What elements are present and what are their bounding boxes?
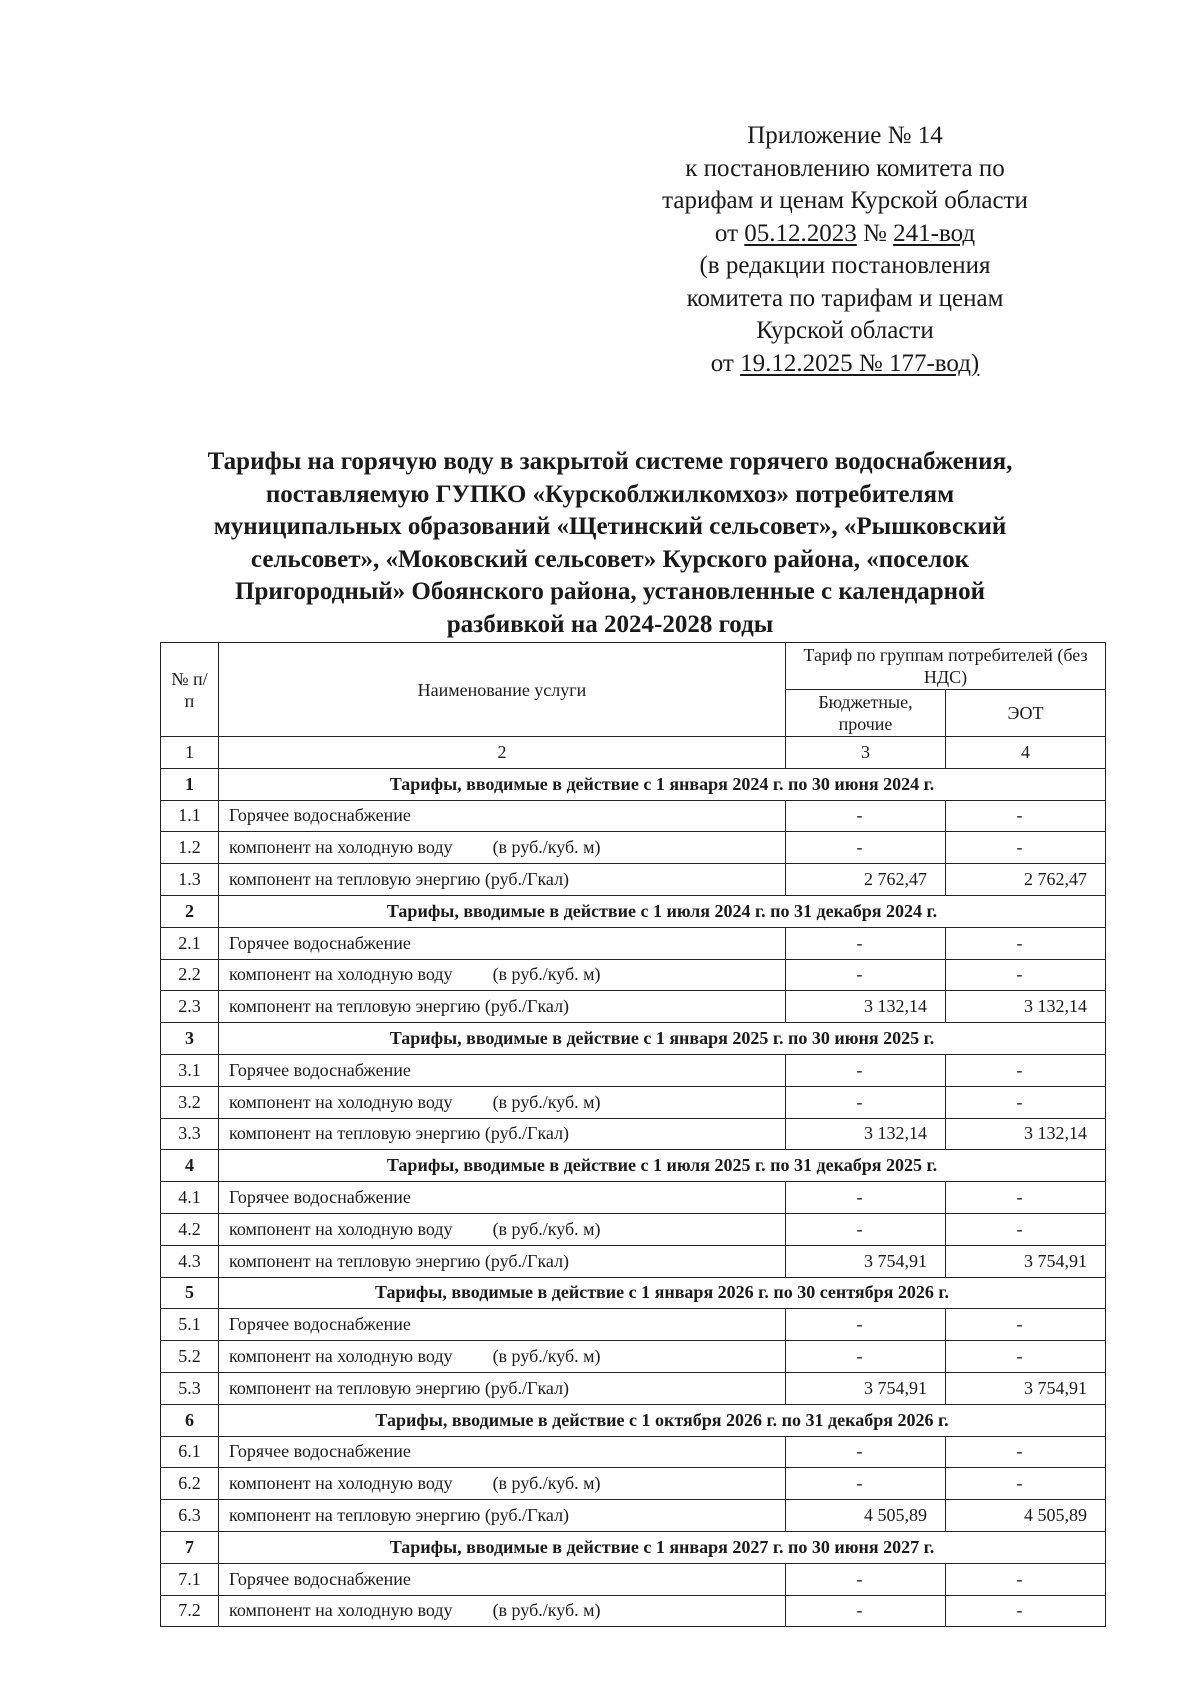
row-number: 2.2 <box>161 959 219 991</box>
period-row <box>161 1277 1106 1309</box>
service-label: Горячее водоснабжение <box>229 1059 411 1080</box>
tariff-budget-value: - <box>786 1595 946 1627</box>
service-label: компонент на холодную воду <box>229 964 453 985</box>
service-label: компонент на холодную воду <box>229 1091 453 1112</box>
tariff-eot-value: 3 754,91 <box>946 1372 1106 1404</box>
service-name <box>219 1213 786 1245</box>
row-number: 6.1 <box>161 1436 219 1468</box>
appendix-line: комитета по тарифам и ценам <box>686 284 1004 312</box>
service-name <box>219 1436 786 1468</box>
period-title: Тарифы, вводимые в действие с 1 января 2027 г. по 30 июня 2027 г. <box>219 1531 1106 1563</box>
tariff-eot-value: 3 132,14 <box>946 991 1106 1023</box>
title-line: муниципальных образований «Щетинский сельсовет», «Рышковский <box>213 513 1007 540</box>
row-number: 1.1 <box>161 800 219 832</box>
service-label: компонент на холодную воду <box>229 837 453 858</box>
row-number: 4.3 <box>161 1245 219 1277</box>
service-label: Горячее водоснабжение <box>229 932 411 953</box>
row-number: 3.2 <box>161 1086 219 1118</box>
appendix-line: Курской области <box>756 317 934 344</box>
tariff-eot-value: - <box>946 800 1106 832</box>
service-label: Горячее водоснабжение <box>229 1187 411 1208</box>
tariff-eot-value: 2 762,47 <box>946 864 1106 896</box>
tariff-budget-value: - <box>786 832 946 864</box>
table-row <box>161 1468 1106 1500</box>
row-number: 1.2 <box>161 832 219 864</box>
unit-label: (в руб./куб. м) <box>492 1600 601 1621</box>
tariff-budget-value: 3 754,91 <box>786 1245 946 1277</box>
header-service-name: Наименование услуги <box>219 643 786 737</box>
period-number: 4 <box>161 1150 219 1182</box>
tariff-eot-value: - <box>946 927 1106 959</box>
row-number: 5.1 <box>161 1309 219 1341</box>
row-number: 1.3 <box>161 864 219 896</box>
period-title: Тарифы, вводимые в действие с 1 июля 2024 г. по 31 декабря 2024 г. <box>219 895 1106 927</box>
tariff-budget-value: - <box>786 1468 946 1500</box>
service-name <box>219 1086 786 1118</box>
row-number: 7.1 <box>161 1563 219 1595</box>
service-name <box>219 959 786 991</box>
tariff-budget-value: - <box>786 800 946 832</box>
row-number: 3.1 <box>161 1054 219 1086</box>
tariff-eot-value: - <box>946 832 1106 864</box>
service-name <box>219 864 786 896</box>
unit-label: (в руб./куб. м) <box>492 837 601 858</box>
period-number: 6 <box>161 1404 219 1436</box>
unit-label: (в руб./куб. м) <box>492 1346 601 1367</box>
table-row <box>161 1563 1106 1595</box>
decree-number: 241-вод <box>893 219 976 247</box>
tariff-budget-value: - <box>786 1563 946 1595</box>
title-line: поставляемую ГУПКО «Курскоблжилкомхоз» потребителям <box>265 480 955 508</box>
period-title: Тарифы, вводимые в действие с 1 января 2024 г. по 30 июня 2024 г. <box>219 768 1106 800</box>
period-row <box>161 1531 1106 1563</box>
table-row <box>161 1500 1106 1532</box>
unit-label: (в руб./куб. м) <box>492 1473 601 1494</box>
service-name <box>219 1245 786 1277</box>
period-number: 3 <box>161 1023 219 1055</box>
appendix-line: (в редакции постановления <box>699 252 991 279</box>
tariff-eot-value: - <box>946 1309 1106 1341</box>
service-label: компонент на холодную воду <box>229 1346 453 1367</box>
text-number-sign: № <box>856 219 894 247</box>
table-row <box>161 800 1106 832</box>
service-name <box>219 1500 786 1532</box>
tariff-table <box>160 642 1106 1627</box>
text-prefix: от <box>710 349 741 377</box>
column-number: 1 <box>161 737 219 769</box>
table-row <box>161 991 1106 1023</box>
appendix-header <box>610 120 1080 380</box>
tariff-eot-value: 3 754,91 <box>946 1245 1106 1277</box>
tariff-budget-value: - <box>786 1436 946 1468</box>
tariff-eot-value: - <box>946 1213 1106 1245</box>
title-line: Пригородный» Обоянского района, установленные с календарной <box>235 578 985 605</box>
tariff-eot-value: - <box>946 1468 1106 1500</box>
row-number: 5.3 <box>161 1372 219 1404</box>
service-label: Горячее водоснабжение <box>229 1314 411 1335</box>
service-label: компонент на тепловую энергию (руб./Гкал) <box>229 1250 570 1271</box>
period-number: 1 <box>161 768 219 800</box>
column-number: 3 <box>786 737 946 769</box>
tariff-eot-value: - <box>946 1086 1106 1118</box>
appendix-line: к постановлению комитета по <box>685 154 1005 182</box>
row-number: 2.1 <box>161 927 219 959</box>
service-name <box>219 991 786 1023</box>
service-name <box>219 927 786 959</box>
row-number: 4.1 <box>161 1182 219 1214</box>
service-name <box>219 1468 786 1500</box>
appendix-revision-ref <box>610 348 1080 381</box>
title-line: сельсовет», «Моковский сельсовет» Курского района, «поселок <box>250 545 970 573</box>
tariff-eot-value: - <box>946 1595 1106 1627</box>
service-name <box>219 800 786 832</box>
service-label: компонент на тепловую энергию (руб./Гкал) <box>229 869 570 890</box>
tariff-budget-value: - <box>786 1341 946 1373</box>
row-number: 4.2 <box>161 1213 219 1245</box>
tariff-eot-value: - <box>946 959 1106 991</box>
table-row <box>161 864 1106 896</box>
table-row <box>161 832 1106 864</box>
title-line: разбивкой на 2024-2028 годы <box>446 610 774 638</box>
table-row <box>161 1436 1106 1468</box>
tariff-eot-value: - <box>946 1563 1106 1595</box>
tariff-budget-value: - <box>786 1213 946 1245</box>
service-label: Горячее водоснабжение <box>229 805 411 826</box>
period-row <box>161 895 1106 927</box>
row-number: 2.3 <box>161 991 219 1023</box>
row-number: 5.2 <box>161 1341 219 1373</box>
service-name <box>219 1595 786 1627</box>
service-label: Горячее водоснабжение <box>229 1568 411 1589</box>
service-name <box>219 1182 786 1214</box>
appendix-decree-ref <box>610 218 1080 251</box>
service-label: Горячее водоснабжение <box>229 1441 411 1462</box>
tariff-eot-value: 4 505,89 <box>946 1500 1106 1532</box>
table-row <box>161 1245 1106 1277</box>
service-name <box>219 1563 786 1595</box>
header-eot: ЭОТ <box>946 690 1106 737</box>
period-number: 7 <box>161 1531 219 1563</box>
tariff-budget-value: - <box>786 1309 946 1341</box>
period-title: Тарифы, вводимые в действие с 1 января 2025 г. по 30 июня 2025 г. <box>219 1023 1106 1055</box>
column-number: 2 <box>219 737 786 769</box>
unit-label: (в руб./куб. м) <box>492 1218 601 1239</box>
table-row <box>161 1086 1106 1118</box>
tariff-eot-value: 3 132,14 <box>946 1118 1106 1150</box>
service-name <box>219 1054 786 1086</box>
service-name <box>219 1118 786 1150</box>
tariff-budget-value: 3 132,14 <box>786 991 946 1023</box>
table-row <box>161 1054 1106 1086</box>
row-number: 3.3 <box>161 1118 219 1150</box>
text-prefix: от <box>714 219 745 247</box>
unit-label: (в руб./куб. м) <box>492 964 601 985</box>
tariff-budget-value: 3 754,91 <box>786 1372 946 1404</box>
table-row <box>161 1341 1106 1373</box>
tariff-eot-value: - <box>946 1054 1106 1086</box>
title-line: Тарифы на горячую воду в закрытой системе горячего водоснабжения, <box>207 448 1013 475</box>
appendix-line: тарифам и ценам Курской области <box>662 187 1028 214</box>
row-number: 7.2 <box>161 1595 219 1627</box>
table-row <box>161 959 1106 991</box>
table-row <box>161 1213 1106 1245</box>
table-row <box>161 1118 1106 1150</box>
tariff-eot-value: - <box>946 1436 1106 1468</box>
period-number: 2 <box>161 895 219 927</box>
tariff-budget-value: 4 505,89 <box>786 1500 946 1532</box>
table-row <box>161 927 1106 959</box>
service-label: компонент на тепловую энергию (руб./Гкал) <box>229 1377 570 1398</box>
document-title <box>140 446 1080 641</box>
column-number: 4 <box>946 737 1106 769</box>
table-row <box>161 1372 1106 1404</box>
tariff-budget-value: - <box>786 1054 946 1086</box>
service-label: компонент на холодную воду <box>229 1600 453 1621</box>
service-name <box>219 832 786 864</box>
appendix-number: Приложение № 14 <box>747 122 943 149</box>
tariff-budget-value: 2 762,47 <box>786 864 946 896</box>
table-row <box>161 1309 1106 1341</box>
service-label: компонент на холодную воду <box>229 1218 453 1239</box>
period-number: 5 <box>161 1277 219 1309</box>
unit-label: (в руб./куб. м) <box>492 1091 601 1112</box>
text-number-sign: № <box>852 349 889 377</box>
row-number: 6.2 <box>161 1468 219 1500</box>
service-label: компонент на тепловую энергию (руб./Гкал) <box>229 1505 570 1526</box>
header-tariff-group: Тариф по группам потребителей (без НДС) <box>786 643 1106 690</box>
tariff-eot-value: - <box>946 1341 1106 1373</box>
tariff-budget-value: - <box>786 927 946 959</box>
tariff-eot-value: - <box>946 1182 1106 1214</box>
tariff-budget-value: - <box>786 1182 946 1214</box>
period-row <box>161 1023 1106 1055</box>
period-title: Тарифы, вводимые в действие с 1 июля 2025 г. по 31 декабря 2025 г. <box>219 1150 1106 1182</box>
service-label: компонент на тепловую энергию (руб./Гкал) <box>229 1123 570 1144</box>
service-label: компонент на тепловую энергию (руб./Гкал) <box>229 996 570 1017</box>
decree-date: 05.12.2023 <box>744 219 857 247</box>
period-title: Тарифы, вводимые в действие с 1 октября 2026 г. по 31 декабря 2026 г. <box>219 1404 1106 1436</box>
table-row <box>161 1182 1106 1214</box>
tariff-budget-value: - <box>786 959 946 991</box>
table-row <box>161 1595 1106 1627</box>
period-row <box>161 1150 1106 1182</box>
tariff-budget-value: - <box>786 1086 946 1118</box>
service-name <box>219 1372 786 1404</box>
revision-date: 19.12.2025 <box>740 349 853 377</box>
tariff-budget-value: 3 132,14 <box>786 1118 946 1150</box>
service-name <box>219 1341 786 1373</box>
period-row <box>161 768 1106 800</box>
revision-number: 177-вод) <box>888 349 980 377</box>
period-title: Тарифы, вводимые в действие с 1 января 2026 г. по 30 сентября 2026 г. <box>219 1277 1106 1309</box>
row-number: 6.3 <box>161 1500 219 1532</box>
period-row <box>161 1404 1106 1436</box>
header-num: № п/п <box>161 643 219 737</box>
header-budget: Бюджетные, прочие <box>786 690 946 737</box>
service-name <box>219 1309 786 1341</box>
service-label: компонент на холодную воду <box>229 1473 453 1494</box>
